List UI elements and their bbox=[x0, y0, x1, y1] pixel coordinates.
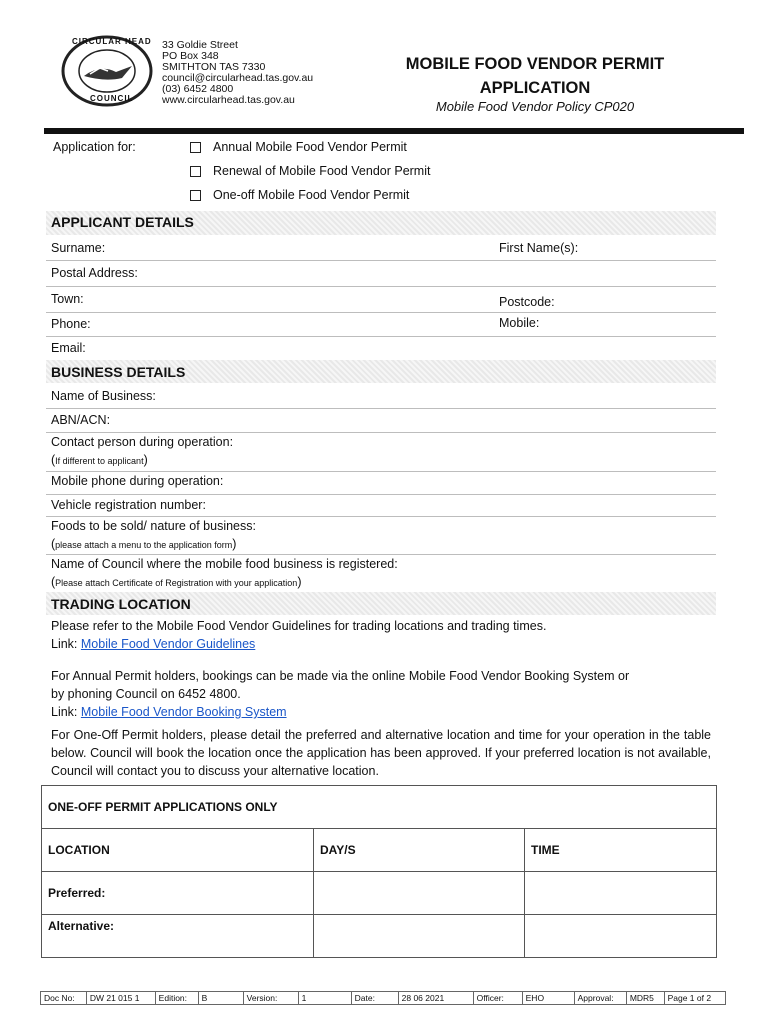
guidelines-link-row bbox=[51, 637, 255, 651]
col-days-header: DAY/S bbox=[314, 829, 525, 872]
phone-label: Phone: bbox=[51, 317, 91, 331]
option-annual-label: Annual Mobile Food Vendor Permit bbox=[213, 140, 407, 154]
trading-heading: TRADING LOCATION bbox=[51, 596, 191, 612]
address-website: www.circularhead.tas.gov.au bbox=[162, 94, 295, 106]
oneoff-permit-table bbox=[41, 785, 717, 958]
option-renewal[interactable] bbox=[190, 164, 430, 178]
col-time-header: TIME bbox=[525, 829, 717, 872]
document-footer bbox=[40, 991, 726, 1005]
page-title bbox=[380, 52, 690, 100]
postcode-label: Postcode: bbox=[499, 295, 555, 309]
date-label: Date: bbox=[351, 992, 398, 1005]
row-divider bbox=[46, 312, 716, 313]
first-names-label: First Name(s): bbox=[499, 241, 579, 255]
address-email: council@circularhead.tas.gov.au bbox=[162, 72, 314, 84]
applicant-heading: APPLICANT DETAILS bbox=[51, 214, 194, 230]
officer-label: Officer: bbox=[473, 992, 522, 1005]
col-location-header: LOCATION bbox=[42, 829, 314, 872]
address-line: SMITHTON TAS 7330 bbox=[162, 61, 266, 73]
business-name-label: Name of Business: bbox=[51, 389, 156, 403]
row-alternative-label: Alternative: bbox=[42, 915, 314, 958]
logo-text-bottom: COUNCIL bbox=[90, 94, 134, 103]
edition-value: B bbox=[198, 992, 243, 1005]
town-label: Town: bbox=[51, 292, 84, 306]
approval-value: MDR5 bbox=[626, 992, 664, 1005]
foods-note: (please attach a menu to the application form) bbox=[51, 537, 237, 551]
abn-label: ABN/ACN: bbox=[51, 413, 111, 427]
operation-mobile-label: Mobile phone during operation: bbox=[51, 474, 224, 488]
row-preferred-label: Preferred: bbox=[42, 872, 314, 915]
row-divider bbox=[46, 471, 716, 472]
checkbox-oneoff[interactable] bbox=[190, 190, 201, 201]
logo-text-top: CIRCULAR HEAD bbox=[72, 37, 152, 46]
booking-link-row bbox=[51, 705, 287, 719]
row-divider bbox=[46, 494, 716, 495]
booking-system-link[interactable]: Mobile Food Vendor Booking System bbox=[80, 705, 287, 719]
row-divider bbox=[46, 432, 716, 433]
version-value: 1 bbox=[298, 992, 351, 1005]
row-divider bbox=[46, 516, 716, 517]
alternative-time-cell[interactable] bbox=[525, 915, 717, 958]
page-number: Page 1 of 2 bbox=[664, 992, 725, 1005]
address-line: 33 Goldie Street bbox=[162, 39, 238, 51]
email-label: Email: bbox=[51, 341, 86, 355]
annual-booking-text-2: by phoning Council on 6452 4800. bbox=[51, 687, 241, 701]
policy-subtitle: Mobile Food Vendor Policy CP020 bbox=[435, 99, 635, 114]
mobile-label: Mobile: bbox=[499, 316, 540, 330]
foods-note-text: please attach a menu to the application form bbox=[55, 540, 233, 550]
doc-no-label: Doc No: bbox=[41, 992, 87, 1005]
option-oneoff[interactable] bbox=[190, 188, 409, 202]
contact-person-label: Contact person during operation: bbox=[51, 435, 234, 449]
link-prefix: Link: bbox=[51, 705, 81, 719]
preferred-days-cell[interactable] bbox=[314, 872, 525, 915]
registered-council-label: Name of Council where the mobile food business is registered: bbox=[51, 557, 398, 571]
row-divider bbox=[46, 286, 716, 287]
preferred-time-cell[interactable] bbox=[525, 872, 717, 915]
council-logo bbox=[60, 34, 154, 108]
council-note-text: Please attach Certificate of Registration with your application bbox=[55, 578, 298, 588]
row-divider bbox=[46, 408, 716, 409]
edition-label: Edition: bbox=[155, 992, 198, 1005]
title-line-1: MOBILE FOOD VENDOR PERMIT bbox=[405, 55, 665, 73]
guidelines-link[interactable]: Mobile Food Vendor Guidelines bbox=[80, 637, 256, 651]
application-for-label: Application for: bbox=[53, 140, 136, 154]
option-annual[interactable] bbox=[190, 140, 407, 154]
row-divider bbox=[46, 336, 716, 337]
annual-booking-text-1: For Annual Permit holders, bookings can be made via the online Mobile Food Vendor Booking System or bbox=[51, 669, 630, 683]
foods-label: Foods to be sold/ nature of business: bbox=[51, 519, 256, 533]
surname-label: Surname: bbox=[51, 241, 106, 255]
approval-label: Approval: bbox=[574, 992, 626, 1005]
link-prefix: Link: bbox=[51, 637, 81, 651]
doc-no-value: DW 21 015 1 bbox=[86, 992, 155, 1005]
title-line-2: APPLICATION bbox=[479, 79, 591, 97]
oneoff-table-title: ONE-OFF PERMIT APPLICATIONS ONLY bbox=[42, 786, 717, 829]
trading-guidelines-text: Please refer to the Mobile Food Vendor Guidelines for trading locations and trading times. bbox=[51, 619, 547, 633]
officer-value: EHO bbox=[522, 992, 574, 1005]
address-line: PO Box 348 bbox=[162, 50, 219, 62]
header-divider bbox=[44, 128, 744, 134]
option-renewal-label: Renewal of Mobile Food Vendor Permit bbox=[213, 164, 431, 178]
vehicle-registration-label: Vehicle registration number: bbox=[51, 498, 206, 512]
row-divider bbox=[46, 260, 716, 261]
date-value: 28 06 2021 bbox=[398, 992, 473, 1005]
registered-council-note: (Please attach Certificate of Registration with your application) bbox=[51, 575, 302, 589]
contact-person-note: (If different to applicant) bbox=[51, 453, 148, 467]
checkbox-renewal[interactable] bbox=[190, 166, 201, 177]
version-label: Version: bbox=[243, 992, 298, 1005]
postal-address-label: Postal Address: bbox=[51, 266, 138, 280]
business-heading: BUSINESS DETAILS bbox=[51, 364, 186, 380]
row-divider bbox=[46, 554, 716, 555]
option-oneoff-label: One-off Mobile Food Vendor Permit bbox=[213, 188, 410, 202]
contact-note-text: If different to applicant bbox=[55, 456, 144, 466]
council-address bbox=[162, 40, 313, 106]
address-phone: (03) 6452 4800 bbox=[162, 83, 234, 95]
alternative-days-cell[interactable] bbox=[314, 915, 525, 958]
checkbox-annual[interactable] bbox=[190, 142, 201, 153]
oneoff-instructions: For One-Off Permit holders, please detail the preferred and alternative location and time for your operation in the table below. Council will book the location once the application has been approved. If your preferred location is not available, Council will contact you to discuss your alternative location. bbox=[51, 728, 711, 778]
